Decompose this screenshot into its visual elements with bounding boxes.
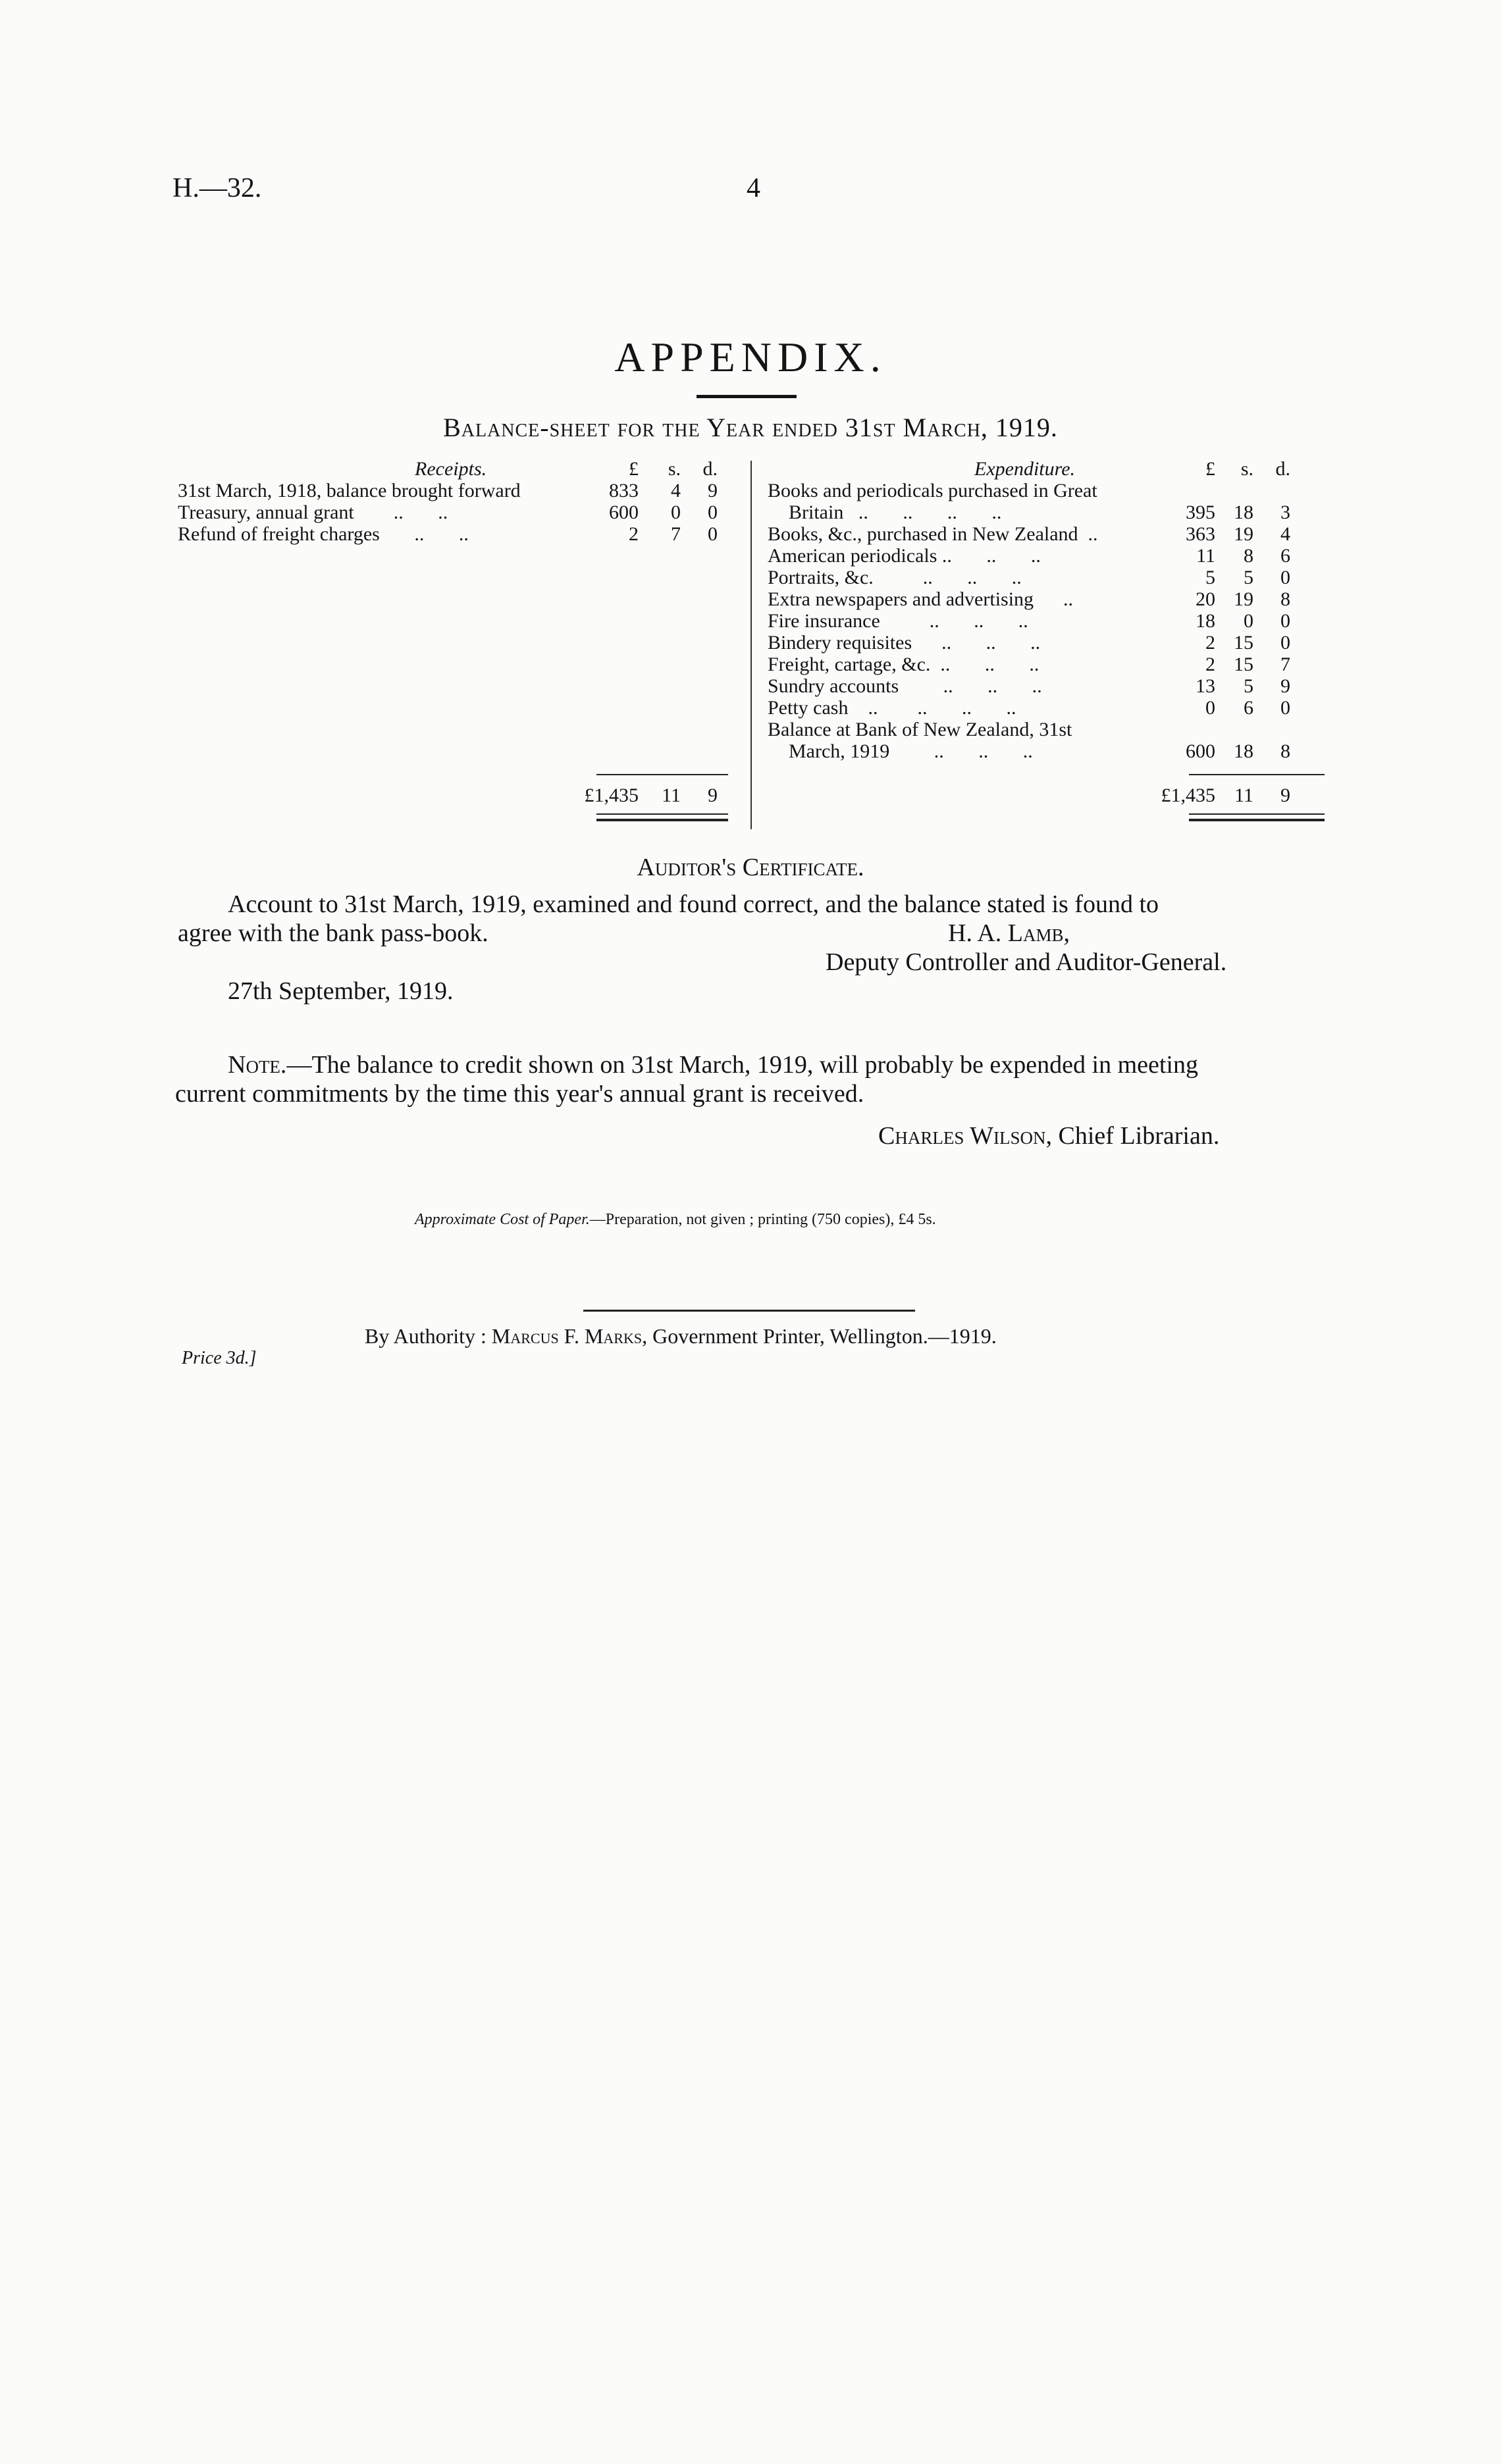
row-label: Petty cash .. .. .. .. bbox=[768, 697, 1016, 719]
pence: 3 bbox=[1280, 501, 1290, 523]
row-label-continued: Britain .. .. .. .. bbox=[789, 501, 1002, 523]
note-line-1 bbox=[228, 1050, 1198, 1080]
expenditure-total-row bbox=[768, 784, 1327, 806]
librarian-role: , Chief Librarian. bbox=[1045, 1122, 1220, 1150]
auditor-signatory-title: Deputy Controller and Auditor-General. bbox=[826, 948, 1227, 976]
table-row bbox=[768, 545, 1327, 567]
pounds: 2 bbox=[1205, 654, 1215, 675]
auditor-signatory: H. A. Lamb, bbox=[948, 919, 1070, 947]
row-label: Extra newspapers and advertising .. bbox=[768, 588, 1074, 610]
column-divider bbox=[750, 461, 752, 829]
pounds: 833 bbox=[609, 480, 639, 501]
shillings: 5 bbox=[1244, 675, 1253, 697]
pence: 0 bbox=[1280, 632, 1290, 654]
pence: 6 bbox=[1280, 545, 1290, 567]
row-label: Sundry accounts .. .. .. bbox=[768, 675, 1042, 697]
table-row bbox=[178, 501, 744, 523]
total-pounds: £1,435 bbox=[584, 784, 639, 806]
table-row bbox=[768, 675, 1327, 697]
total-pounds: £1,435 bbox=[1161, 784, 1215, 806]
row-label: Portraits, &c. .. .. .. bbox=[768, 567, 1022, 588]
imprint-prefix: By Authority : bbox=[365, 1324, 487, 1348]
pounds: 0 bbox=[1205, 697, 1215, 719]
note-text: —The balance to credit shown on 31st March, 1919, will probably be expended in meeting bbox=[286, 1051, 1198, 1079]
row-label: Bindery requisites .. .. .. bbox=[768, 632, 1041, 654]
note-lead: Note. bbox=[228, 1051, 287, 1079]
pence: 9 bbox=[1280, 675, 1290, 697]
shillings: 8 bbox=[1244, 545, 1253, 567]
table-row bbox=[768, 501, 1327, 523]
imprint-rule bbox=[583, 1310, 915, 1312]
pence: 7 bbox=[1280, 654, 1290, 675]
row-label: Fire insurance .. .. .. bbox=[768, 610, 1028, 632]
total-pence: 9 bbox=[708, 784, 718, 806]
shillings: 15 bbox=[1234, 654, 1253, 675]
printer-name: Marcus F. Marks bbox=[491, 1324, 643, 1348]
title-rule bbox=[697, 395, 797, 398]
table-row bbox=[178, 480, 744, 501]
librarian-name: Charles Wilson bbox=[878, 1122, 1046, 1150]
pence: 9 bbox=[708, 480, 718, 501]
total-shillings: 11 bbox=[662, 784, 681, 806]
shillings: 18 bbox=[1234, 501, 1253, 523]
balance-sheet-title: Balance-sheet for the Year ended 31st March, 1919. bbox=[443, 413, 1058, 442]
receipts-heading: Receipts. bbox=[415, 458, 487, 480]
table-row bbox=[178, 523, 744, 545]
pence: 0 bbox=[1280, 697, 1290, 719]
table-row bbox=[768, 588, 1327, 610]
total-pence: 9 bbox=[1280, 784, 1290, 806]
cost-text: —Preparation, not given ; printing (750 copies), £4 5s. bbox=[589, 1211, 936, 1228]
cost-label: Approximate Cost of Paper. bbox=[415, 1211, 590, 1228]
pence: 0 bbox=[708, 523, 718, 545]
pounds: 5 bbox=[1205, 567, 1215, 588]
table-row bbox=[768, 632, 1327, 654]
price-label: Price 3d.] bbox=[182, 1348, 257, 1368]
total-rule bbox=[596, 774, 728, 775]
table-row bbox=[768, 610, 1327, 632]
row-label: Balance at Bank of New Zealand, 31st bbox=[768, 719, 1072, 740]
table-row bbox=[768, 697, 1327, 719]
expenditure-header-row bbox=[768, 458, 1327, 480]
shillings: 19 bbox=[1234, 588, 1253, 610]
pence: 8 bbox=[1280, 740, 1290, 762]
shillings: 0 bbox=[1244, 610, 1253, 632]
pence: 8 bbox=[1280, 588, 1290, 610]
pounds: 2 bbox=[1205, 632, 1215, 654]
row-label: Freight, cartage, &c. .. .. .. bbox=[768, 654, 1040, 675]
auditor-text-line-2: agree with the bank pass-book. bbox=[178, 919, 488, 947]
pounds: 11 bbox=[1196, 545, 1215, 567]
pounds: 395 bbox=[1186, 501, 1215, 523]
shillings: 0 bbox=[671, 501, 681, 523]
shillings: 18 bbox=[1234, 740, 1253, 762]
shillings: 15 bbox=[1234, 632, 1253, 654]
pence: 4 bbox=[1280, 523, 1290, 545]
appendix-title: APPENDIX. bbox=[614, 334, 887, 380]
table-row bbox=[768, 523, 1327, 545]
imprint-suffix: , Government Printer, Wellington.—1919. bbox=[642, 1324, 997, 1348]
col-pence: d. bbox=[702, 458, 718, 480]
row-label: Books, &c., purchased in New Zealand .. bbox=[768, 523, 1098, 545]
page-number: 4 bbox=[747, 173, 760, 203]
auditor-heading: Auditor's Certificate. bbox=[637, 854, 864, 881]
row-label: American periodicals .. .. .. bbox=[768, 545, 1041, 567]
document-code: H.—32. bbox=[172, 173, 262, 203]
shillings: 4 bbox=[671, 480, 681, 501]
total-double-rule bbox=[1189, 813, 1325, 821]
total-double-rule bbox=[596, 813, 728, 821]
pounds: 600 bbox=[1186, 740, 1215, 762]
table-row bbox=[768, 654, 1327, 675]
auditor-date: 27th September, 1919. bbox=[228, 977, 454, 1005]
imprint-line bbox=[365, 1324, 997, 1348]
table-row bbox=[768, 719, 1327, 740]
row-label-continued: March, 1919 .. .. .. bbox=[789, 740, 1033, 762]
col-shillings: s. bbox=[1240, 458, 1253, 480]
pounds: 18 bbox=[1196, 610, 1215, 632]
shillings: 19 bbox=[1234, 523, 1253, 545]
pounds: 363 bbox=[1186, 523, 1215, 545]
total-rule bbox=[1189, 774, 1325, 775]
col-pound: £ bbox=[629, 458, 639, 480]
total-shillings: 11 bbox=[1234, 784, 1253, 806]
row-label: Refund of freight charges .. .. bbox=[178, 523, 469, 545]
receipts-header-row bbox=[178, 458, 744, 480]
pence: 0 bbox=[708, 501, 718, 523]
shillings: 7 bbox=[671, 523, 681, 545]
expenditure-heading: Expenditure. bbox=[974, 458, 1076, 480]
pounds: 2 bbox=[629, 523, 639, 545]
auditor-text-line-1: Account to 31st March, 1919, examined and found correct, and the balance stated is found to bbox=[228, 890, 1159, 918]
pounds: 600 bbox=[609, 501, 639, 523]
pounds: 13 bbox=[1196, 675, 1215, 697]
table-row bbox=[768, 480, 1327, 501]
table-row bbox=[768, 740, 1327, 762]
pounds: 20 bbox=[1196, 588, 1215, 610]
row-label: Books and periodicals purchased in Great bbox=[768, 480, 1097, 501]
col-pound: £ bbox=[1205, 458, 1215, 480]
row-label: Treasury, annual grant .. .. bbox=[178, 501, 448, 523]
receipts-total-row bbox=[178, 784, 744, 806]
col-pence: d. bbox=[1275, 458, 1290, 480]
table-row bbox=[768, 567, 1327, 588]
pence: 0 bbox=[1280, 567, 1290, 588]
shillings: 6 bbox=[1244, 697, 1253, 719]
col-shillings: s. bbox=[668, 458, 681, 480]
cost-line bbox=[415, 1211, 936, 1229]
shillings: 5 bbox=[1244, 567, 1253, 588]
note-line-2: current commitments by the time this year's annual grant is received. bbox=[175, 1080, 864, 1108]
librarian-signature bbox=[878, 1121, 1219, 1151]
row-label: 31st March, 1918, balance brought forward bbox=[178, 480, 521, 501]
pence: 0 bbox=[1280, 610, 1290, 632]
